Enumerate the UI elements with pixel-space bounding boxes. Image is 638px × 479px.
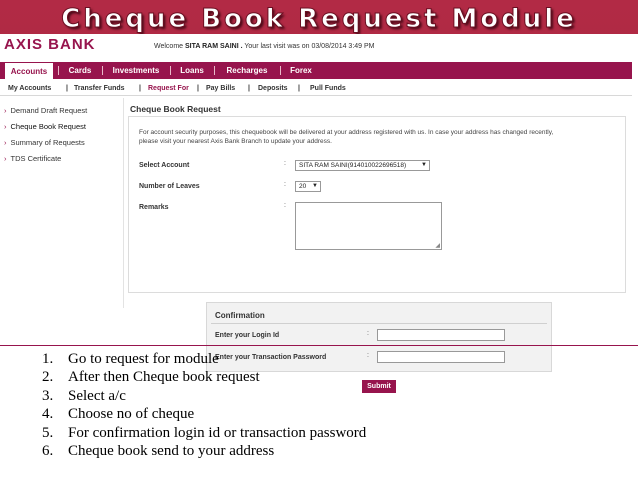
account-select[interactable]: [295, 160, 430, 171]
sidebar-item-demand-draft[interactable]: [4, 106, 87, 115]
nav-separator: [102, 66, 103, 75]
login-id-input[interactable]: [377, 329, 505, 341]
header-bar: [0, 34, 638, 60]
subnav-deposits[interactable]: Deposits: [258, 85, 288, 92]
sub-nav: [0, 82, 632, 96]
colon: :: [367, 330, 369, 337]
sidebar-item-summary[interactable]: [4, 138, 85, 147]
nav-separator: [170, 66, 171, 75]
chevron-right-icon: ›: [4, 154, 7, 163]
chevron-right-icon: ›: [4, 122, 7, 131]
transaction-password-label: Enter your Transaction Password: [215, 354, 327, 361]
remarks-label: Remarks: [139, 204, 169, 211]
step-item: [42, 387, 366, 405]
login-id-label: Enter your Login Id: [215, 332, 280, 339]
subnav-separator: |: [139, 85, 141, 92]
resize-grip-icon[interactable]: ◢: [435, 243, 440, 249]
subnav-separator: |: [298, 85, 300, 92]
last-visit: Your last visit was on 03/08/2014 3:49 PM: [244, 43, 375, 50]
sidebar-item-label: Cheque Book Request: [10, 122, 86, 131]
step-item: [42, 424, 366, 442]
step-number: 5.: [42, 424, 54, 441]
nav-separator: [214, 66, 215, 75]
nav-separator: [280, 66, 281, 75]
sidebar-item-tds[interactable]: [4, 154, 61, 163]
step-text: After then Cheque book request: [68, 369, 260, 386]
slide-title: Cheque Book Request Module: [61, 4, 577, 34]
colon: :: [284, 160, 286, 167]
info-line: For account security purposes, this chequebook will be delivered at your address registered with us. In case your address has changed recently,: [139, 129, 554, 136]
divider: [211, 323, 547, 324]
sidebar-item-label: Summary of Requests: [10, 138, 85, 147]
transaction-password-input[interactable]: [377, 351, 505, 363]
divider-line: [0, 345, 638, 346]
sidebar: [0, 98, 124, 308]
colon: :: [284, 202, 286, 209]
tab-forex[interactable]: Forex: [290, 66, 312, 75]
welcome-prefix: Welcome: [154, 43, 184, 50]
step-item: [42, 368, 366, 386]
sidebar-item-cheque-book[interactable]: [4, 122, 86, 131]
leaves-select[interactable]: [295, 181, 321, 192]
step-number: 6.: [42, 443, 54, 460]
subnav-request-for[interactable]: Request For: [148, 85, 189, 92]
tab-investments[interactable]: Investments: [112, 66, 160, 75]
step-number: 1.: [42, 351, 54, 367]
colon: :: [284, 181, 286, 188]
user-name: SITA RAM SAINI .: [185, 43, 243, 50]
security-info: [139, 128, 619, 146]
sidebar-item-label: Demand Draft Request: [10, 106, 88, 115]
subnav-my-accounts[interactable]: My Accounts: [8, 85, 52, 92]
subnav-separator: |: [248, 85, 250, 92]
step-number: 4.: [42, 406, 54, 423]
subnav-pull-funds[interactable]: Pull Funds: [310, 85, 346, 92]
step-item: [42, 442, 366, 460]
cheque-request-form: [128, 116, 626, 293]
chevron-right-icon: ›: [4, 106, 7, 115]
submit-button[interactable]: Submit: [362, 380, 396, 393]
leaves-select-value: 20: [299, 183, 307, 190]
leaves-label: Number of Leaves: [139, 183, 200, 190]
banking-screenshot: [0, 34, 638, 479]
step-text: For confirmation login id or transaction password: [68, 424, 367, 441]
bank-logo[interactable]: AXIS BANK: [4, 36, 96, 53]
tab-cards[interactable]: Cards: [68, 66, 92, 75]
step-number: 3.: [42, 387, 54, 404]
page-title: Cheque Book Request: [130, 104, 221, 114]
step-text: Choose no of cheque: [68, 406, 195, 423]
confirmation-title: Confirmation: [215, 311, 265, 320]
subnav-transfer-funds[interactable]: Transfer Funds: [74, 85, 125, 92]
dropdown-arrow-icon: ▼: [421, 162, 427, 168]
tab-recharges[interactable]: Recharges: [226, 66, 268, 75]
main-nav: [0, 62, 632, 79]
account-select-value: SITA RAM SAINI(914010022696518): [299, 162, 407, 169]
welcome-message: [154, 43, 375, 50]
select-account-label: Select Account: [139, 162, 190, 169]
colon: :: [367, 352, 369, 359]
instruction-steps: [42, 350, 366, 460]
subnav-separator: |: [66, 85, 68, 92]
step-item: [42, 350, 366, 368]
dropdown-arrow-icon: ▼: [312, 183, 318, 189]
info-line: please visit your nearest Axis Bank Branch to update your address.: [139, 138, 332, 145]
step-text: Go to request for module: [68, 351, 219, 367]
tab-loans[interactable]: Loans: [180, 66, 204, 75]
step-number: 2.: [42, 369, 54, 386]
remarks-textarea[interactable]: [295, 202, 442, 250]
sidebar-item-label: TDS Certificate: [10, 154, 62, 163]
subnav-separator: |: [197, 85, 199, 92]
subnav-pay-bills[interactable]: Pay Bills: [206, 85, 236, 92]
step-text: Select a/c: [68, 387, 126, 404]
step-text: Cheque book send to your address: [68, 443, 275, 460]
chevron-right-icon: ›: [4, 138, 7, 147]
tab-accounts[interactable]: Accounts: [4, 62, 54, 79]
nav-separator: [58, 66, 59, 75]
step-item: [42, 405, 366, 423]
